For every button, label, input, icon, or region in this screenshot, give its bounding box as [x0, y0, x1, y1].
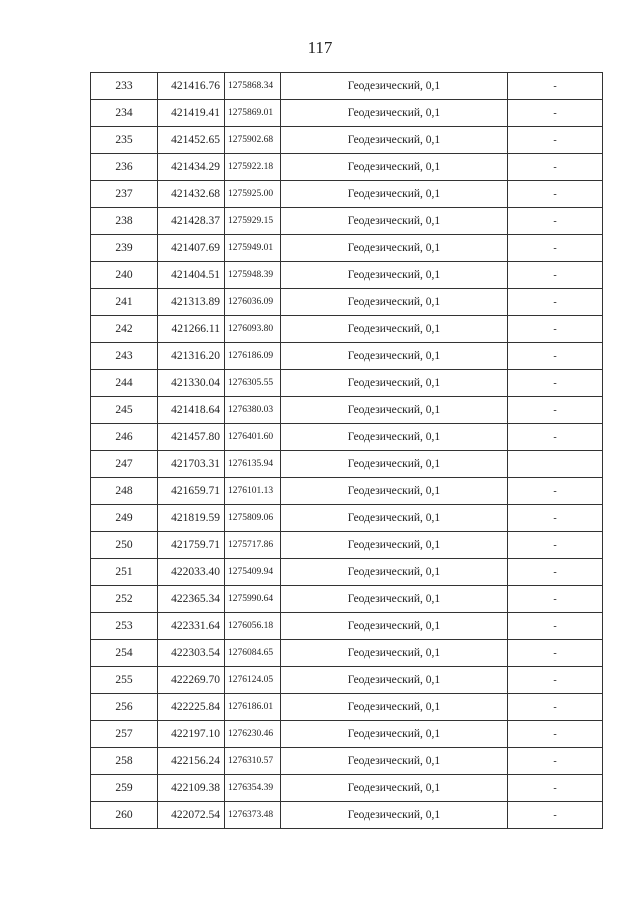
point-number-cell: 246	[91, 424, 158, 451]
table-row	[91, 532, 603, 559]
note-cell: -	[508, 748, 603, 775]
table-row	[91, 343, 603, 370]
y-coordinate-cell: 1275948.39	[225, 262, 281, 289]
x-coordinate-cell: 422109.38	[158, 775, 225, 802]
y-coordinate-cell: 1276056.18	[225, 613, 281, 640]
point-number-cell: 240	[91, 262, 158, 289]
x-coordinate-cell: 421404.51	[158, 262, 225, 289]
note-cell: -	[508, 154, 603, 181]
note-cell: -	[508, 370, 603, 397]
x-coordinate-cell: 421418.64	[158, 397, 225, 424]
note-cell: -	[508, 694, 603, 721]
method-accuracy-cell: Геодезический, 0,1	[281, 694, 508, 721]
method-accuracy-cell: Геодезический, 0,1	[281, 262, 508, 289]
table-row	[91, 694, 603, 721]
table-row	[91, 613, 603, 640]
y-coordinate-cell: 1275949.01	[225, 235, 281, 262]
x-coordinate-cell: 422331.64	[158, 613, 225, 640]
table-row	[91, 127, 603, 154]
x-coordinate-cell: 421819.59	[158, 505, 225, 532]
table-row	[91, 559, 603, 586]
x-coordinate-cell: 421659.71	[158, 478, 225, 505]
table-row	[91, 640, 603, 667]
note-cell: -	[508, 667, 603, 694]
point-number-cell: 252	[91, 586, 158, 613]
method-accuracy-cell: Геодезический, 0,1	[281, 397, 508, 424]
y-coordinate-cell: 1276135.94	[225, 451, 281, 478]
method-accuracy-cell: Геодезический, 0,1	[281, 802, 508, 829]
table-row	[91, 73, 603, 100]
method-accuracy-cell: Геодезический, 0,1	[281, 235, 508, 262]
note-cell: -	[508, 208, 603, 235]
method-accuracy-cell: Геодезический, 0,1	[281, 289, 508, 316]
point-number-cell: 257	[91, 721, 158, 748]
note-cell: -	[508, 289, 603, 316]
point-number-cell: 243	[91, 343, 158, 370]
note-cell: -	[508, 478, 603, 505]
point-number-cell: 251	[91, 559, 158, 586]
table-row	[91, 208, 603, 235]
point-number-cell: 248	[91, 478, 158, 505]
x-coordinate-cell: 421313.89	[158, 289, 225, 316]
method-accuracy-cell: Геодезический, 0,1	[281, 100, 508, 127]
y-coordinate-cell: 1276380.03	[225, 397, 281, 424]
x-coordinate-cell: 422365.34	[158, 586, 225, 613]
x-coordinate-cell: 422303.54	[158, 640, 225, 667]
table-row	[91, 154, 603, 181]
point-number-cell: 244	[91, 370, 158, 397]
x-coordinate-cell: 422197.10	[158, 721, 225, 748]
x-coordinate-cell: 422072.54	[158, 802, 225, 829]
method-accuracy-cell: Геодезический, 0,1	[281, 586, 508, 613]
x-coordinate-cell: 421266.11	[158, 316, 225, 343]
note-cell: -	[508, 235, 603, 262]
table-row	[91, 667, 603, 694]
note-cell: -	[508, 775, 603, 802]
point-number-cell: 259	[91, 775, 158, 802]
y-coordinate-cell: 1275409.94	[225, 559, 281, 586]
y-coordinate-cell: 1275717.86	[225, 532, 281, 559]
y-coordinate-cell: 1276310.57	[225, 748, 281, 775]
table-row	[91, 181, 603, 208]
y-coordinate-cell: 1276230.46	[225, 721, 281, 748]
table-row	[91, 775, 603, 802]
y-coordinate-cell: 1276305.55	[225, 370, 281, 397]
method-accuracy-cell: Геодезический, 0,1	[281, 73, 508, 100]
x-coordinate-cell: 421416.76	[158, 73, 225, 100]
y-coordinate-cell: 1275868.34	[225, 73, 281, 100]
table-row	[91, 316, 603, 343]
x-coordinate-cell: 421759.71	[158, 532, 225, 559]
point-number-cell: 233	[91, 73, 158, 100]
point-number-cell: 242	[91, 316, 158, 343]
x-coordinate-cell: 421452.65	[158, 127, 225, 154]
method-accuracy-cell: Геодезический, 0,1	[281, 154, 508, 181]
note-cell: -	[508, 559, 603, 586]
point-number-cell: 254	[91, 640, 158, 667]
point-number-cell: 255	[91, 667, 158, 694]
method-accuracy-cell: Геодезический, 0,1	[281, 559, 508, 586]
x-coordinate-cell: 422225.84	[158, 694, 225, 721]
point-number-cell: 258	[91, 748, 158, 775]
method-accuracy-cell: Геодезический, 0,1	[281, 343, 508, 370]
y-coordinate-cell: 1275902.68	[225, 127, 281, 154]
method-accuracy-cell: Геодезический, 0,1	[281, 667, 508, 694]
method-accuracy-cell: Геодезический, 0,1	[281, 424, 508, 451]
method-accuracy-cell: Геодезический, 0,1	[281, 640, 508, 667]
page-number: 117	[307, 38, 333, 57]
table-row	[91, 289, 603, 316]
point-number-cell: 253	[91, 613, 158, 640]
method-accuracy-cell: Геодезический, 0,1	[281, 505, 508, 532]
method-accuracy-cell: Геодезический, 0,1	[281, 532, 508, 559]
method-accuracy-cell: Геодезический, 0,1	[281, 181, 508, 208]
table-row	[91, 478, 603, 505]
method-accuracy-cell: Геодезический, 0,1	[281, 451, 508, 478]
x-coordinate-cell: 421434.29	[158, 154, 225, 181]
x-coordinate-cell: 421432.68	[158, 181, 225, 208]
x-coordinate-cell: 421330.04	[158, 370, 225, 397]
x-coordinate-cell: 421457.80	[158, 424, 225, 451]
coordinates-table-body	[91, 73, 603, 829]
y-coordinate-cell: 1275809.06	[225, 505, 281, 532]
y-coordinate-cell: 1275922.18	[225, 154, 281, 181]
table-row	[91, 100, 603, 127]
point-number-cell: 235	[91, 127, 158, 154]
note-cell: -	[508, 397, 603, 424]
table-row	[91, 802, 603, 829]
table-row	[91, 424, 603, 451]
note-cell: -	[508, 640, 603, 667]
note-cell: -	[508, 316, 603, 343]
point-number-cell: 256	[91, 694, 158, 721]
coordinates-table	[90, 72, 603, 829]
point-number-cell: 239	[91, 235, 158, 262]
y-coordinate-cell: 1275925.00	[225, 181, 281, 208]
method-accuracy-cell: Геодезический, 0,1	[281, 721, 508, 748]
x-coordinate-cell: 421419.41	[158, 100, 225, 127]
note-cell: -	[508, 613, 603, 640]
note-cell: -	[508, 181, 603, 208]
note-cell: -	[508, 802, 603, 829]
x-coordinate-cell: 422033.40	[158, 559, 225, 586]
y-coordinate-cell: 1276186.01	[225, 694, 281, 721]
note-cell: -	[508, 721, 603, 748]
method-accuracy-cell: Геодезический, 0,1	[281, 370, 508, 397]
y-coordinate-cell: 1275990.64	[225, 586, 281, 613]
y-coordinate-cell: 1276373.48	[225, 802, 281, 829]
y-coordinate-cell: 1276354.39	[225, 775, 281, 802]
note-cell: -	[508, 127, 603, 154]
point-number-cell: 237	[91, 181, 158, 208]
table-row	[91, 748, 603, 775]
y-coordinate-cell: 1276401.60	[225, 424, 281, 451]
x-coordinate-cell: 421428.37	[158, 208, 225, 235]
point-number-cell: 247	[91, 451, 158, 478]
note-cell: -	[508, 505, 603, 532]
point-number-cell: 234	[91, 100, 158, 127]
point-number-cell: 245	[91, 397, 158, 424]
note-cell: -	[508, 586, 603, 613]
note-cell: -	[508, 100, 603, 127]
point-number-cell: 249	[91, 505, 158, 532]
note-cell	[508, 451, 603, 478]
y-coordinate-cell: 1276093.80	[225, 316, 281, 343]
point-number-cell: 250	[91, 532, 158, 559]
table-row	[91, 370, 603, 397]
y-coordinate-cell: 1276084.65	[225, 640, 281, 667]
x-coordinate-cell: 421316.20	[158, 343, 225, 370]
point-number-cell: 236	[91, 154, 158, 181]
y-coordinate-cell: 1276101.13	[225, 478, 281, 505]
y-coordinate-cell: 1275929.15	[225, 208, 281, 235]
y-coordinate-cell: 1276036.09	[225, 289, 281, 316]
point-number-cell: 241	[91, 289, 158, 316]
point-number-cell: 238	[91, 208, 158, 235]
method-accuracy-cell: Геодезический, 0,1	[281, 208, 508, 235]
table-row	[91, 262, 603, 289]
method-accuracy-cell: Геодезический, 0,1	[281, 316, 508, 343]
x-coordinate-cell: 421407.69	[158, 235, 225, 262]
method-accuracy-cell: Геодезический, 0,1	[281, 127, 508, 154]
y-coordinate-cell: 1275869.01	[225, 100, 281, 127]
method-accuracy-cell: Геодезический, 0,1	[281, 775, 508, 802]
y-coordinate-cell: 1276124.05	[225, 667, 281, 694]
table-row	[91, 397, 603, 424]
note-cell: -	[508, 343, 603, 370]
method-accuracy-cell: Геодезический, 0,1	[281, 748, 508, 775]
y-coordinate-cell: 1276186.09	[225, 343, 281, 370]
table-row	[91, 505, 603, 532]
note-cell: -	[508, 532, 603, 559]
note-cell: -	[508, 262, 603, 289]
table-row	[91, 235, 603, 262]
table-row	[91, 451, 603, 478]
method-accuracy-cell: Геодезический, 0,1	[281, 478, 508, 505]
note-cell: -	[508, 73, 603, 100]
table-row	[91, 586, 603, 613]
x-coordinate-cell: 422269.70	[158, 667, 225, 694]
point-number-cell: 260	[91, 802, 158, 829]
x-coordinate-cell: 421703.31	[158, 451, 225, 478]
table-row	[91, 721, 603, 748]
method-accuracy-cell: Геодезический, 0,1	[281, 613, 508, 640]
note-cell: -	[508, 424, 603, 451]
x-coordinate-cell: 422156.24	[158, 748, 225, 775]
